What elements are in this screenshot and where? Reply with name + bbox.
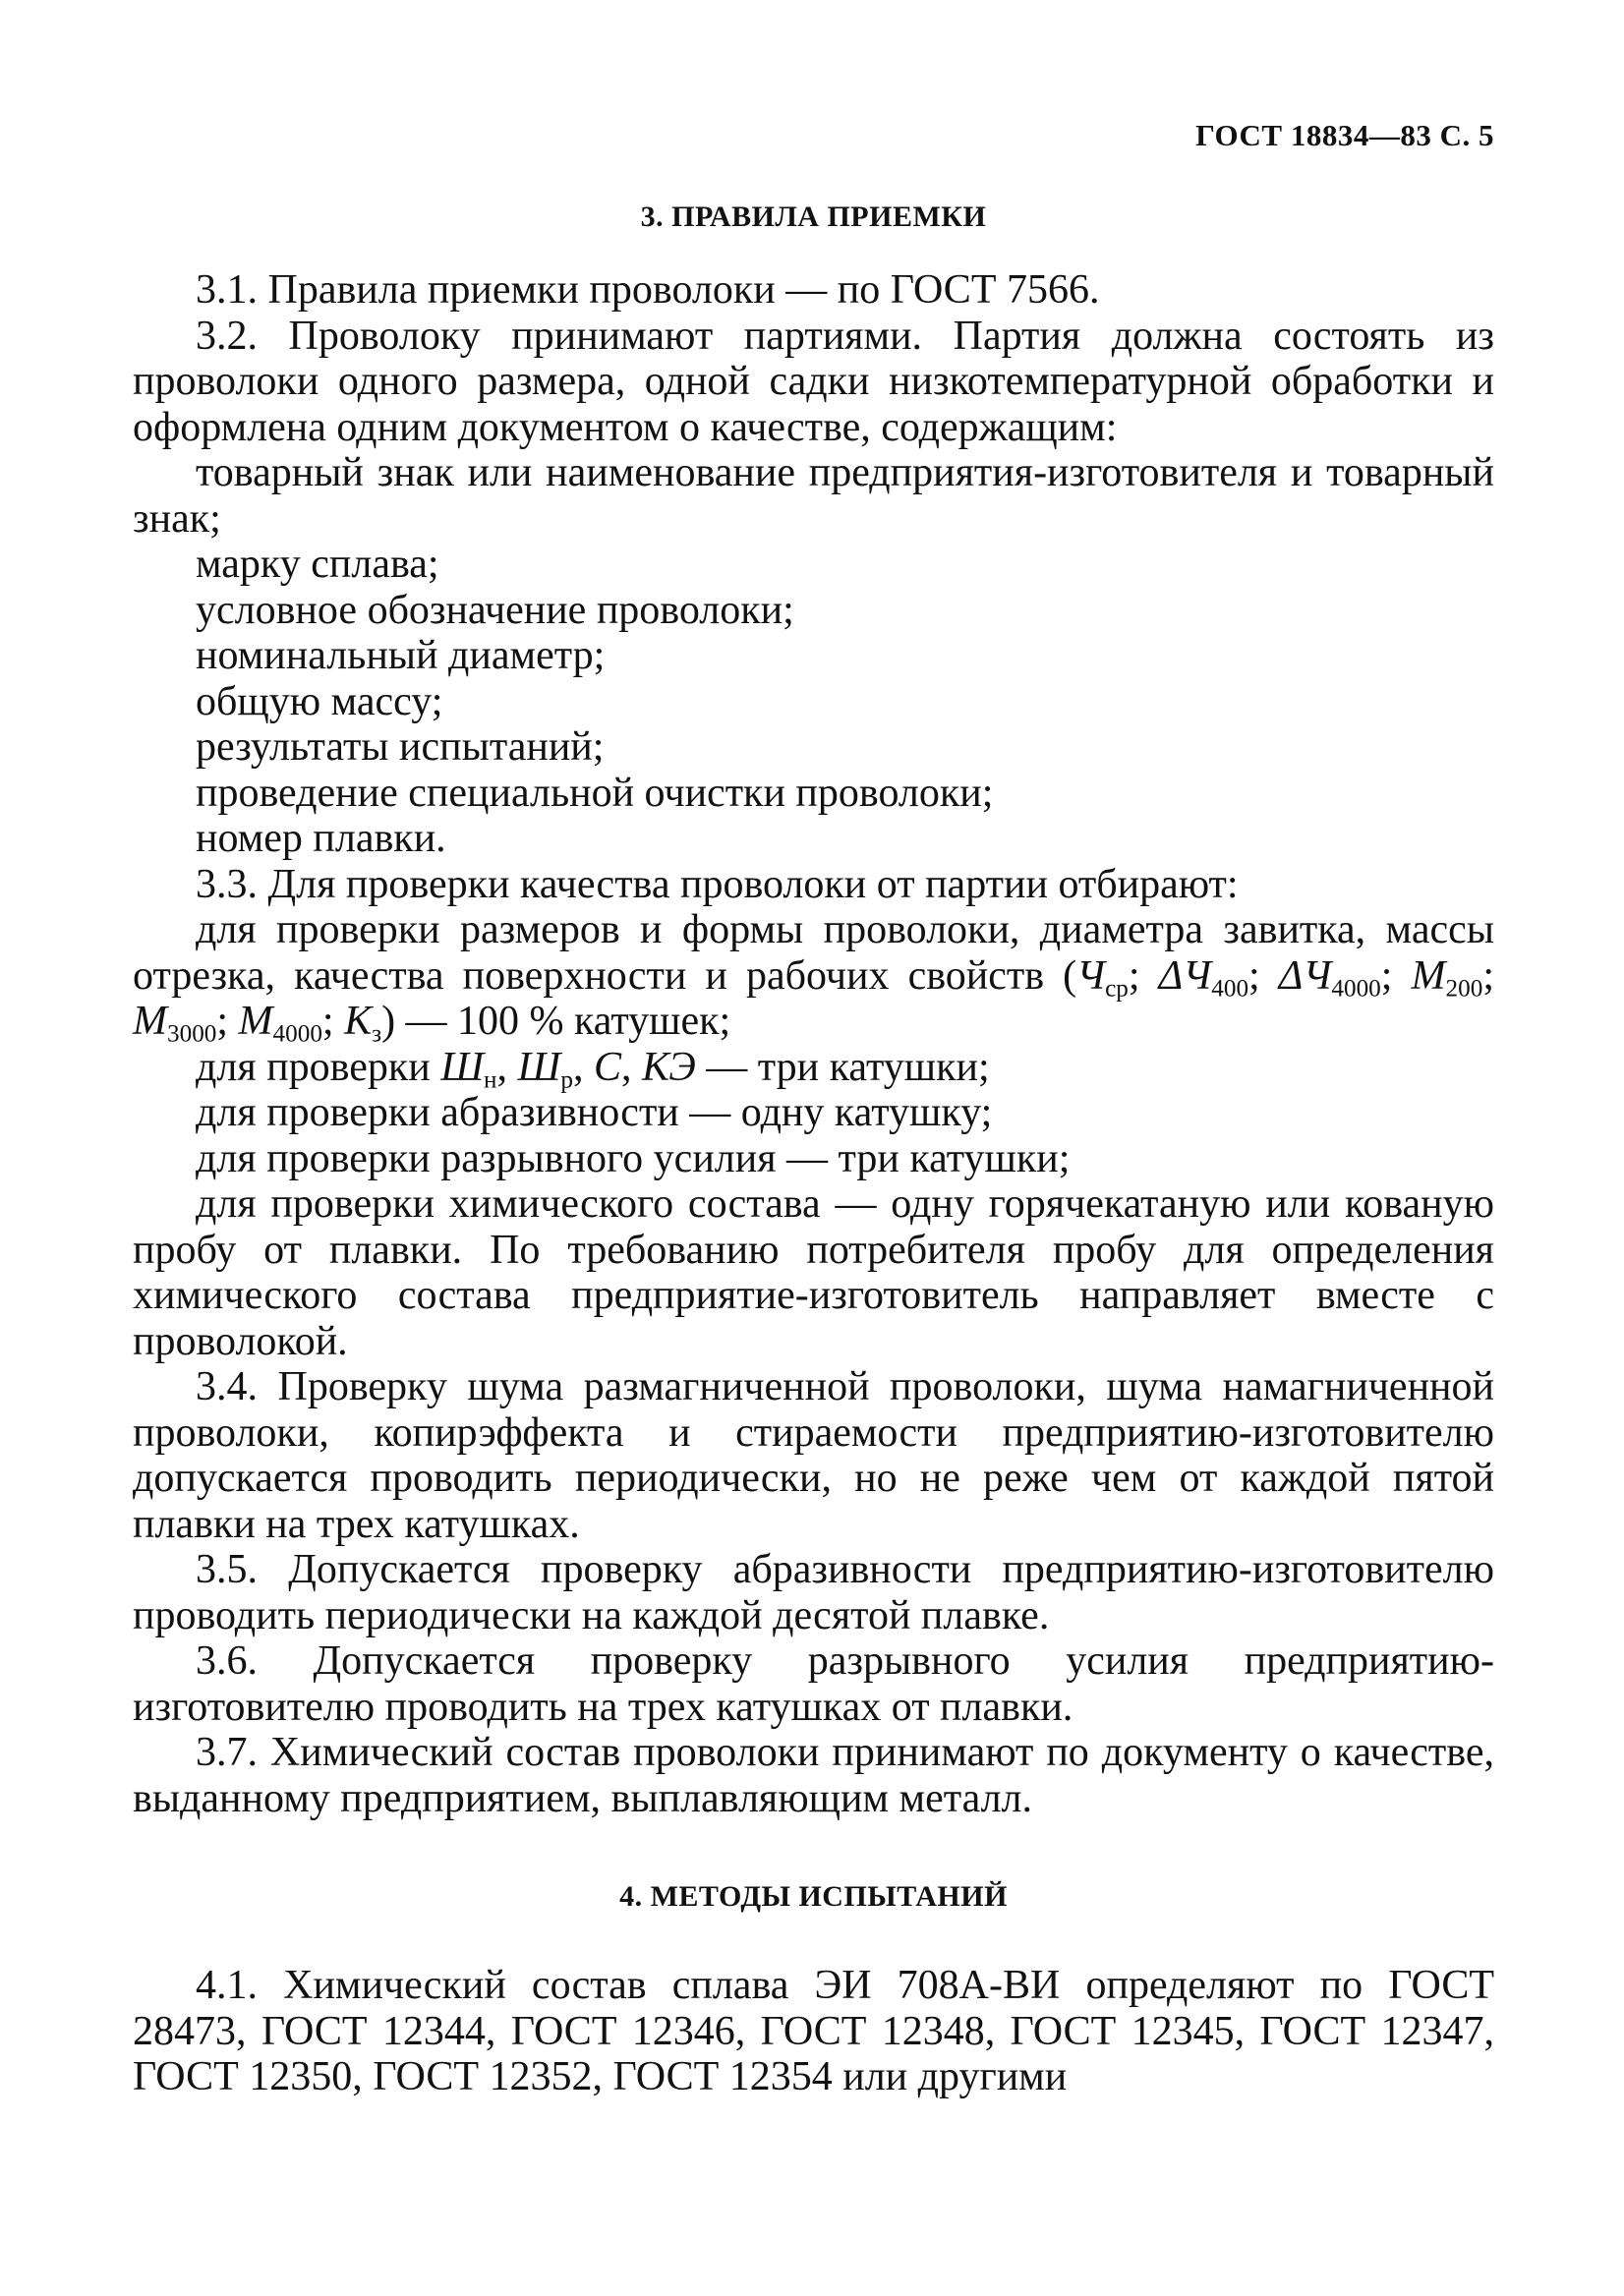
symbol-dch400-sub: 400 (1211, 975, 1249, 1003)
symbol-m4000-sub: 4000 (272, 1020, 322, 1048)
symbol-k: K (344, 999, 373, 1044)
paragraph-3-3-noise: для проверки $Ш_н$, $Ш_р$, С, КЭ — три катушки; (196, 1044, 990, 1094)
noise-tail: — три катушки; (695, 1044, 990, 1090)
symbol-k-sub: з (372, 1020, 382, 1048)
document-page (133, 118, 1494, 2100)
document-contents-list (133, 542, 1494, 862)
sampling-size-tail: ) — 100 % катушек; (381, 999, 731, 1044)
list-item: результаты испытаний; (196, 724, 605, 770)
symbol-m3000: M (133, 999, 167, 1044)
symbol-m4000: M (238, 999, 273, 1044)
symbol-sh-n-sub: н (484, 1066, 497, 1094)
list-item: номинальный диаметр; (196, 633, 606, 678)
noise-prefix: для проверки (196, 1044, 441, 1090)
symbol-ch-sub: ср (1105, 975, 1129, 1003)
list-item: марку сплава; (196, 542, 439, 587)
paragraph-3-3-breaking-force: для проверки разрывного усилия — три катушки; (196, 1135, 1071, 1181)
symbol-c: С (593, 1044, 621, 1090)
paragraph-3-4: 3.4. Проверку шума размагниченной проволоки, шума намагниченной проволоки, копирэффекта и стираемости предприятию-изготовителю допускается проводить периодически, но не реже чем от каждой пятой плавки на трех катушках. (133, 1364, 1494, 1547)
symbol-ch: Ч (1076, 952, 1106, 999)
symbol-m200: M (1411, 952, 1446, 999)
symbol-dch4000-sub: 4000 (1331, 975, 1381, 1003)
paragraph-3-1: 3.1. Правила приемки проволоки — по ГОСТ 7566. (196, 267, 1100, 313)
paragraph-3-6: 3.6. Допускается проверку разрывного усилия предприятию-изготовителю проводить на трех катушках от плавки. (133, 1638, 1494, 1730)
sampling-size-text: для проверки размеров и формы проволоки, диаметра завитка, массы отрезка, качества поверхности и рабочих свойств ( (133, 907, 1494, 999)
symbol-sh-n: Ш (440, 1044, 485, 1090)
symbol-m200-sub: 200 (1445, 975, 1483, 1003)
section-4-title: 4. МЕТОДЫ ИСПЫТАНИЙ (619, 1880, 1008, 1913)
paragraph-3-5: 3.5. Допускается проверку абразивности предприятию-изготовителю проводить периодически на каждой десятой плавке. (133, 1547, 1494, 1638)
list-item: общую массу; (196, 678, 443, 724)
symbol-sh-r-sub: р (560, 1066, 573, 1094)
paragraph-3-2-item-trademark: товарный знак или наименование предприятия-изготовителя и товарный знак; (133, 450, 1494, 542)
symbol-ke: КЭ (641, 1044, 696, 1090)
paragraph-3-3-abrasion: для проверки абразивности — одну катушку; (196, 1090, 993, 1135)
symbol-dch400: ΔЧ (1158, 952, 1212, 999)
symbol-sh-r: Ш (517, 1044, 561, 1090)
list-item: проведение специальной очистки проволоки; (196, 770, 994, 816)
running-header: ГОСТ 18834—83 С. 5 (1195, 118, 1494, 152)
list-item: номер плавки. (196, 816, 446, 861)
symbol-dch4000: ΔЧ (1278, 952, 1332, 999)
paragraph-4-1: 4.1. Химический состав сплава ЭИ 708А-ВИ определяют по ГОСТ 28473, ГОСТ 12344, ГОСТ 12346, ГОСТ 12348, ГОСТ 12345, ГОСТ 12347, ГОСТ 12350, ГОСТ 12352, ГОСТ 12354 или другими (133, 1963, 1494, 2099)
section-3-title: 3. ПРАВИЛА ПРИЕМКИ (640, 201, 987, 233)
paragraph-3-3: 3.3. Для проверки качества проволоки от партии отбирают: (196, 861, 1239, 907)
symbol-m3000-sub: 3000 (167, 1020, 217, 1048)
paragraph-3-7: 3.7. Химический состав проволоки принимают по документу о качестве, выданному предприятием, выплавляющим металл. (133, 1730, 1494, 1821)
paragraph-3-2: 3.2. Проволоку принимают партиями. Партия должна состоять из проволоки одного размера, одной садки низкотемпературной обработки и оформлена одним документом о качестве, содержащим: (133, 313, 1494, 450)
paragraph-3-3-sampling-size: для проверки размеров и формы проволоки, диаметра завитка, массы отрезка, качества поверхности и рабочих свойств ($Ч_{ср}$; $\Delta Ч_{400}$; $\Delta Ч_{4000}$; $M_{200}$; $M_{3000}$; $M_{4000}$; $K_з$) — 100 % катушек; (133, 907, 1494, 1048)
paragraph-3-3-chemical: для проверки химического состава — одну горячекатаную или кованую пробу от плавки. По требованию потребителя пробу для определения химического состава предприятие-изготовитель направляет вместе с проволокой. (133, 1181, 1494, 1364)
list-item: условное обозначение проволоки; (196, 587, 794, 633)
